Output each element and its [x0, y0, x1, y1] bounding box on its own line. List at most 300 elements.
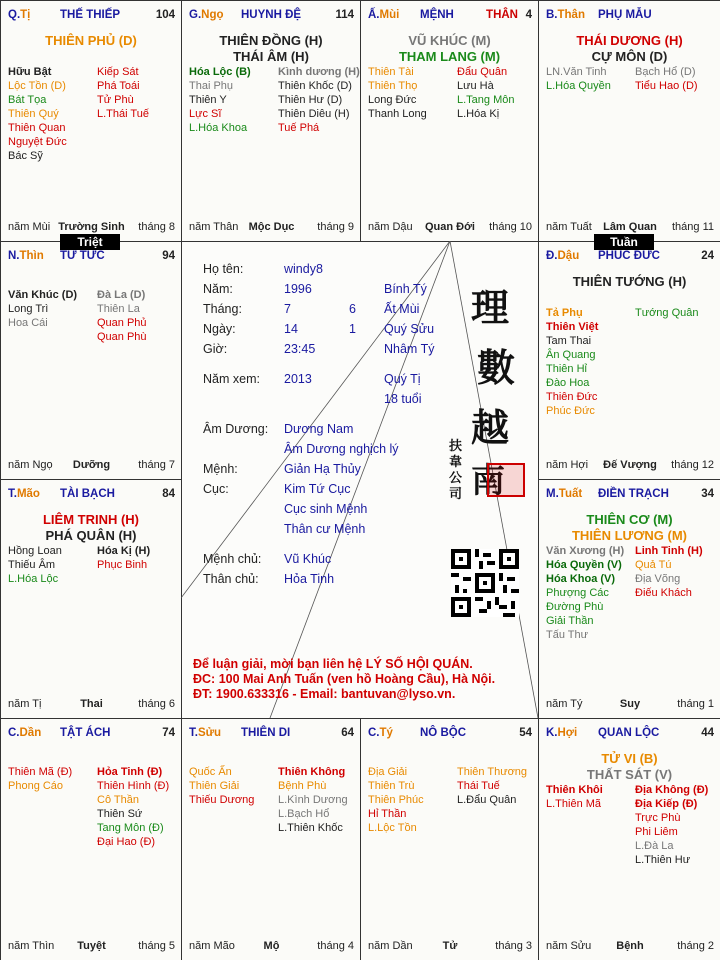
palace-header [189, 727, 354, 741]
palace-branch: Tuất [558, 488, 583, 500]
minor-star: L.Thiên Mã [546, 798, 602, 810]
main-stars [539, 274, 720, 290]
palace-cell-mao [0, 479, 182, 719]
minor-star: Thiên Y [189, 94, 227, 106]
minor-stars-left [546, 65, 611, 93]
palace-name: TỬ TỨC [60, 250, 105, 262]
minor-star: Thiên Khôi [546, 784, 603, 796]
minor-star: Phúc Đức [546, 405, 595, 417]
minor-star: Văn Xương (H) [546, 545, 625, 557]
minor-stars-left [546, 544, 624, 642]
palace-footer [546, 698, 714, 712]
minor-stars-right [278, 765, 348, 835]
palace-footer [546, 940, 714, 954]
palace-stem-branch [8, 488, 40, 500]
palace-footer [8, 221, 175, 235]
palace-number: 44 [701, 727, 714, 739]
palace-stem: B. [546, 9, 558, 21]
palace-cell-ty2 [360, 718, 539, 960]
menh-label: Mệnh: [203, 462, 238, 476]
cuc-label: Cục: [203, 482, 229, 496]
palace-year: năm Sửu [546, 940, 592, 952]
year-value: 1996 [284, 282, 312, 296]
palace-year: năm Tý [546, 698, 583, 710]
palace-month: tháng 10 [489, 221, 532, 233]
palace-cell-ngo [181, 0, 361, 242]
view-year: 2013 [284, 372, 312, 386]
palace-footer [8, 459, 175, 473]
minor-star: Hóa Khoa (V) [546, 573, 616, 585]
main-star: THAM LANG (M) [398, 49, 501, 64]
palace-name: HUYNH ĐỆ [241, 9, 302, 21]
minor-star: Thiên Phúc [368, 794, 424, 806]
palace-cell-dan [0, 718, 182, 960]
minor-star: Đẩu Quân [457, 66, 508, 78]
palace-month: tháng 3 [495, 940, 532, 952]
palace-name: PHÚC ĐỨC [598, 250, 660, 262]
minor-stars-right [278, 65, 360, 135]
minor-star: Thiên Hình (Đ) [97, 780, 170, 792]
palace-number: 34 [701, 488, 714, 500]
palace-month: tháng 1 [677, 698, 714, 710]
minor-stars-left [8, 65, 67, 163]
palace-branch: Mão [16, 488, 40, 500]
minor-star: Địa Giải [368, 766, 408, 778]
palace-stage: Tuyệt [77, 940, 106, 952]
palace-year: năm Tuất [546, 221, 592, 233]
minor-star: Thiên Mã (Đ) [8, 766, 73, 778]
minor-star: Linh Tinh (H) [635, 545, 703, 557]
red-seal-icon [487, 463, 525, 497]
minor-star: Kiếp Sát [97, 66, 139, 78]
thanchu-value: Hỏa Tinh [284, 572, 335, 586]
palace-year: năm Dậu [368, 221, 413, 233]
minor-stars-left [8, 288, 77, 330]
seal-char-3: 公 [449, 471, 463, 486]
minor-star: Long Trì [8, 303, 49, 315]
tuan-tag: Tuần [594, 234, 654, 250]
minor-star: Thanh Long [368, 108, 427, 120]
minor-star: Thiên Quý [8, 108, 59, 120]
palace-stage: Dưỡng [72, 459, 111, 471]
palace-stage: Đế Vượng [603, 459, 657, 471]
minor-star: Quan Phù [97, 331, 147, 343]
palace-name: TẬT ÁCH [60, 727, 111, 739]
minor-star: Hỏa Tinh (Đ) [97, 766, 163, 778]
palace-stage: Mộ [263, 940, 280, 952]
palace-number: 24 [701, 250, 714, 262]
minor-star: L.Thiên Hư [635, 854, 691, 866]
minor-star: Thiên Việt [546, 321, 599, 333]
palace-header [8, 9, 175, 23]
hour-canchi: Nhâm Tý [384, 342, 435, 356]
minor-star: Cô Thần [97, 794, 139, 806]
calligraphy-char-3: 越 [471, 405, 510, 450]
palace-name: QUAN LỘC [598, 727, 660, 739]
main-star: THÁI DƯƠNG (H) [576, 33, 683, 48]
palace-year: năm Tị [8, 698, 42, 710]
palace-stem-branch [8, 9, 30, 21]
palace-footer [546, 459, 714, 473]
minor-star: Nguyệt Đức [8, 136, 67, 148]
palace-stem: T. [8, 488, 17, 500]
minor-star: Hóa Kị (H) [97, 545, 151, 557]
minor-star: L.Bạch Hổ [278, 808, 330, 820]
palace-month: tháng 12 [671, 459, 714, 471]
minor-star: Thiên Hỉ [546, 363, 587, 375]
minor-star: Tả Phụ [546, 307, 583, 319]
minor-star: L.Hóa Lộc [8, 573, 59, 585]
palace-branch: Mùi [379, 9, 400, 21]
month-value: 7 [284, 302, 291, 316]
minor-stars-left [8, 765, 72, 793]
minor-star: Thiên Tài [368, 66, 414, 78]
minor-stars-right [635, 544, 703, 600]
minor-star: Thái Tuế [457, 780, 500, 792]
center-info-panel [181, 241, 538, 718]
than-marker: THÂN [486, 9, 518, 21]
lunar-month: 6 [349, 302, 356, 316]
palace-header [546, 727, 714, 741]
palace-stem: C. [368, 727, 380, 739]
palace-stem-branch [546, 488, 582, 500]
palace-stem-branch [8, 250, 44, 262]
palace-header [8, 488, 175, 502]
minor-star: Thiên La [97, 303, 140, 315]
minor-stars-right [97, 65, 149, 121]
minor-stars-left [368, 65, 427, 121]
minor-star: Bạch Hổ (D) [635, 66, 696, 78]
palace-header [546, 250, 714, 264]
view-year-label: Năm xem: [203, 372, 260, 386]
minor-star: L.Lộc Tồn [368, 822, 417, 834]
palace-name: NÔ BỘC [420, 727, 466, 739]
seal-small-text [449, 439, 463, 503]
palace-cell-than [538, 0, 720, 242]
minor-star: Tuế Phá [278, 122, 320, 134]
palace-stage: Lâm Quan [603, 221, 657, 233]
minor-star: Thiếu Âm [8, 559, 56, 571]
palace-cell-hoi [538, 718, 720, 960]
minor-stars-right [635, 783, 708, 867]
contact-line-3: ĐT: 1900.633316 - Email: bantuvan@lyso.vn. [193, 687, 456, 701]
palace-month: tháng 4 [317, 940, 354, 952]
palace-stem-branch [546, 250, 579, 262]
main-star: THIÊN PHỦ (D) [45, 33, 137, 48]
minor-star: L.Tang Môn [457, 94, 515, 106]
palace-stem: M. [546, 488, 559, 500]
palace-stem-branch [368, 727, 393, 739]
minor-stars-right [97, 544, 150, 572]
cuc-value-2: Cục sinh Mệnh [284, 502, 368, 516]
minor-star: Tử Phù [97, 94, 134, 106]
minor-star: Quốc Ấn [189, 766, 232, 778]
minor-star: Lực Sĩ [189, 108, 222, 120]
minor-star: L.Hóa Kị [457, 108, 500, 120]
palace-number: 94 [162, 250, 175, 262]
menhchu-label: Mệnh chủ: [203, 552, 262, 566]
lunar-values [349, 299, 356, 339]
day-value: 14 [284, 322, 298, 336]
minor-star: L.Kình Dương [278, 794, 348, 806]
minor-star: Hồng Loan [8, 545, 62, 557]
info-values [284, 259, 323, 359]
palace-branch: Hợi [557, 727, 578, 739]
minor-stars-right [635, 306, 699, 320]
minor-star: Đà La (D) [97, 289, 146, 301]
palace-footer [368, 221, 532, 235]
palace-branch: Dần [19, 727, 42, 739]
minor-star: Hỉ Thần [368, 808, 407, 820]
palace-cell-mui [360, 0, 539, 242]
palace-stage: Mộc Dục [248, 221, 295, 233]
palace-header [368, 9, 532, 23]
main-stars [182, 33, 360, 65]
thanchu-label: Thân chủ: [203, 572, 259, 586]
minor-star: Giải Thần [546, 615, 594, 627]
name-label: Họ tên: [203, 262, 244, 276]
minor-star: L.Hóa Quyền [546, 80, 611, 92]
palace-cell-suu [181, 718, 361, 960]
month-canchi: Ất Mùi [384, 302, 420, 316]
minor-stars-left [546, 783, 603, 811]
palace-stem-branch [546, 9, 585, 21]
palace-year: năm Thìn [8, 940, 55, 952]
palace-header [368, 727, 532, 741]
cuc-value: Kim Tứ Cục [284, 482, 351, 496]
palace-branch: Sửu [197, 727, 221, 739]
lunar-day: 1 [349, 322, 356, 336]
minor-star: LN.Văn Tinh [546, 66, 607, 78]
palace-header [546, 488, 714, 502]
palace-stage: Bệnh [616, 940, 644, 952]
palace-name: THẾ THIẾP [60, 9, 121, 21]
palace-number: 114 [335, 9, 354, 21]
palace-stage: Suy [619, 698, 641, 710]
palace-name: THIÊN DI [241, 727, 291, 739]
palace-stage: Quan Đới [425, 221, 475, 233]
palace-number: 4 [525, 9, 532, 21]
minor-star: Long Đức [368, 94, 417, 106]
minor-star: Quả Tú [635, 559, 672, 571]
day-canchi: Quý Sửu [384, 322, 435, 336]
palace-header [546, 9, 714, 23]
minor-star: Thiên Sứ [97, 808, 143, 820]
minor-stars-right [457, 765, 527, 807]
minor-star: Tấu Thư [546, 629, 589, 641]
palace-stem: G. [189, 9, 202, 21]
menhchu-value: Vũ Khúc [284, 552, 332, 566]
minor-star: Bác Sỹ [8, 150, 43, 162]
palace-month: tháng 6 [138, 698, 175, 710]
main-star: CỰ MÔN (D) [591, 49, 668, 64]
minor-star: Địa Không (Đ) [635, 784, 709, 796]
palace-branch: Thìn [19, 250, 44, 262]
minor-stars-right [97, 765, 169, 849]
palace-branch: Tị [20, 9, 31, 21]
palace-header [8, 727, 175, 741]
palace-year: năm Hợi [546, 459, 589, 471]
palace-stem: Ấ. [368, 9, 380, 21]
palace-month: tháng 9 [317, 221, 354, 233]
minor-star: Thai Phụ [189, 80, 234, 92]
minor-star: Hoa Cái [8, 317, 48, 329]
minor-star: Phi Liêm [635, 826, 678, 838]
palace-number: 84 [162, 488, 175, 500]
palace-name: PHỤ MẪU [598, 9, 652, 21]
calligraphy-char-1: 理 [471, 285, 510, 330]
main-stars [539, 512, 720, 544]
name-value: windy8 [284, 262, 323, 276]
minor-star: Tam Thai [546, 335, 592, 347]
palace-stem: Đ. [546, 250, 558, 262]
palace-stage: Tử [442, 940, 458, 952]
palace-month: tháng 8 [138, 221, 175, 233]
minor-star: Thiên Hư (D) [278, 94, 343, 106]
amduong-label: Âm Dương: [203, 422, 269, 436]
minor-star: Tiểu Hao (D) [635, 80, 698, 92]
minor-star: Điếu Khách [635, 587, 692, 599]
minor-star: Phục Binh [97, 559, 148, 571]
palace-name: ĐIỀN TRẠCH [598, 488, 669, 500]
minor-star: Quan Phủ [97, 317, 147, 329]
minor-star: Hóa Lộc (B) [189, 66, 251, 78]
palace-branch: Tý [379, 727, 393, 739]
minor-star: Phá Toái [97, 80, 140, 92]
palace-header [8, 250, 175, 264]
palace-stem: N. [8, 250, 20, 262]
palace-name: TÀI BẠCH [60, 488, 115, 500]
palace-year: năm Mùi [8, 221, 51, 233]
main-star: THIÊN CƠ (M) [586, 512, 673, 527]
minor-stars-right [635, 65, 698, 93]
palace-stem: T. [189, 727, 198, 739]
palace-month: tháng 7 [138, 459, 175, 471]
palace-stem: C. [8, 727, 20, 739]
palace-month: tháng 2 [677, 940, 714, 952]
palace-footer [368, 940, 532, 954]
age: 18 tuổi [384, 392, 422, 406]
minor-star: Thiếu Dương [189, 794, 255, 806]
minor-star: Văn Khúc (D) [8, 289, 78, 301]
palace-stem-branch [8, 727, 41, 739]
minor-star: L.Đà La [635, 840, 674, 852]
palace-number: 54 [519, 727, 532, 739]
minor-star: L.Thiên Khốc [278, 822, 343, 834]
palace-stage: Trường Sinh [58, 221, 125, 233]
palace-name: MỆNH [420, 9, 454, 21]
palace-footer [189, 221, 354, 235]
palace-branch: Dậu [557, 250, 580, 262]
palace-number: 74 [162, 727, 175, 739]
main-star: THÁI ÂM (H) [233, 49, 309, 64]
minor-star: Thiên Không [278, 766, 346, 778]
minor-star: Thiên Thọ [368, 80, 418, 92]
palace-cell-ty [0, 0, 182, 242]
palace-year: năm Thân [189, 221, 239, 233]
seal-char-1: 扶 [449, 439, 463, 454]
contact-line-1: Để luận giải, mời bạn liên hệ LÝ SỐ HỘI QUÁN. [193, 657, 473, 671]
minor-stars-left [546, 306, 598, 418]
main-star: THIÊN LƯƠNG (M) [571, 528, 688, 543]
year-label: Năm: [203, 282, 233, 296]
main-stars [539, 33, 720, 65]
minor-star: Bệnh Phù [278, 780, 327, 792]
minor-star: Hữu Bật [8, 66, 52, 78]
triet-tag: Triệt [60, 234, 120, 250]
palace-branch: Thân [557, 9, 585, 21]
minor-star: Thiên Diêu (H) [278, 108, 350, 120]
minor-star: Đường Phù [546, 601, 604, 613]
minor-star: Địa Võng [635, 573, 681, 585]
minor-star: Thiên Khốc (D) [278, 80, 352, 92]
palace-footer [8, 698, 175, 712]
minor-star: Ân Quang [546, 349, 596, 361]
hour-value: 23:45 [284, 342, 316, 356]
main-star: THIÊN ĐỒNG (H) [219, 33, 323, 48]
minor-star: Trực Phù [635, 812, 681, 824]
main-star: PHÁ QUÂN (H) [45, 528, 137, 543]
year-canchi: Bính Tý [384, 282, 427, 296]
minor-star: L.Thái Tuế [97, 108, 149, 120]
palace-stem-branch [189, 727, 221, 739]
seal-char-2: 韋 [449, 455, 463, 470]
seal-char-4: 司 [449, 487, 463, 502]
palace-branch: Ngọ [201, 9, 224, 21]
contact-block [193, 657, 495, 702]
hour-label: Giờ: [203, 342, 228, 356]
minor-star: Địa Kiếp (Đ) [635, 798, 698, 810]
calligraphy-char-4: 南 [471, 461, 505, 501]
palace-number: 64 [341, 727, 354, 739]
menh-value: Giản Hạ Thủy [284, 462, 361, 476]
minor-star: Đào Hoa [546, 377, 590, 389]
minor-stars-right [97, 288, 147, 344]
minor-star: Phong Cáo [8, 780, 64, 792]
minor-star: Hóa Quyền (V) [546, 559, 622, 571]
minor-stars-left [189, 65, 251, 135]
can-chi-values [384, 279, 434, 359]
palace-month: tháng 5 [138, 940, 175, 952]
palace-cell-dau [538, 241, 720, 480]
day-label: Ngày: [203, 322, 236, 336]
minor-stars-left [8, 544, 62, 586]
qr-code-icon[interactable] [451, 549, 519, 617]
minor-star: Phượng Các [546, 587, 609, 599]
palace-stage: Thai [80, 698, 103, 710]
amduong-value: Dương Nam [284, 422, 354, 436]
view-year-canchi: Quý Tị [384, 372, 421, 386]
palace-year: năm Ngọ [8, 459, 53, 471]
palace-footer [189, 940, 354, 954]
palace-month: tháng 11 [671, 221, 714, 233]
main-stars [1, 33, 181, 49]
month-label: Tháng: [203, 302, 242, 316]
palace-stem-branch [546, 727, 577, 739]
minor-star: L.Đẩu Quân [457, 794, 517, 806]
minor-star: Kình dương (H) [278, 66, 360, 78]
palace-footer [546, 221, 714, 235]
amduong-value-2: Âm Dương nghịch lý [284, 442, 399, 456]
main-star: VŨ KHÚC (M) [408, 33, 491, 48]
palace-stem: K. [546, 727, 558, 739]
palace-year: năm Dần [368, 940, 413, 952]
minor-star: Lưu Hà [457, 80, 494, 92]
palace-cell-thin [0, 241, 182, 480]
minor-star: Thiên Đức [546, 391, 598, 403]
main-stars [1, 512, 181, 544]
minor-star: Thiên Trù [368, 780, 415, 792]
